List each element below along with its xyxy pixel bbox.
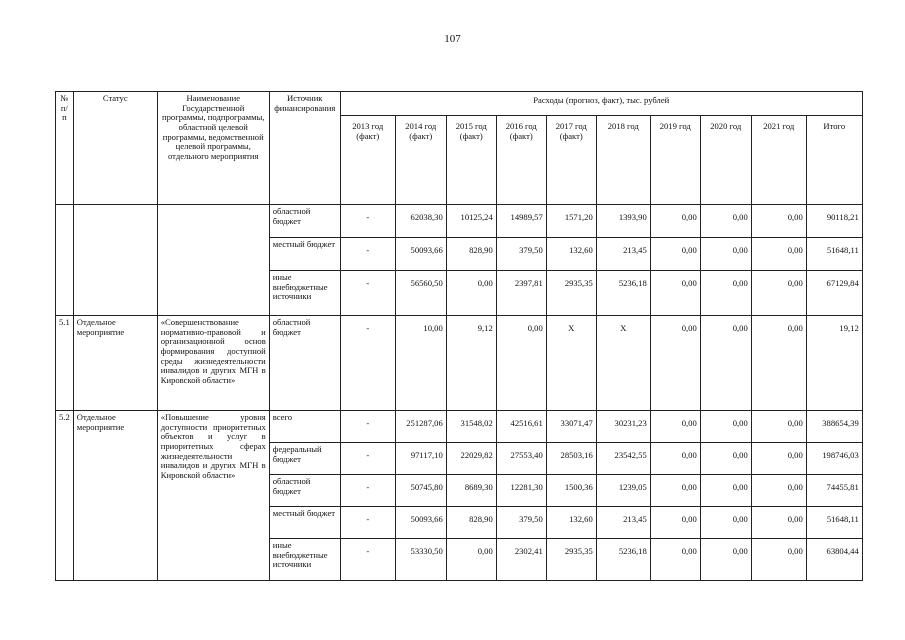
value-cell: 30231,23 bbox=[596, 411, 650, 443]
total-cell: 90118,21 bbox=[806, 205, 862, 238]
value-cell: 0,00 bbox=[751, 475, 806, 507]
value-cell: 2935,35 bbox=[546, 539, 596, 581]
table-row bbox=[56, 205, 863, 238]
total-cell: 198746,03 bbox=[806, 443, 862, 475]
value-cell: 251287,06 bbox=[395, 411, 446, 443]
value-cell: 1239,05 bbox=[596, 475, 650, 507]
value-cell: 0,00 bbox=[650, 475, 700, 507]
value-cell: 0,00 bbox=[751, 507, 806, 539]
value-cell: 97117,10 bbox=[395, 443, 446, 475]
value-cell: 0,00 bbox=[751, 411, 806, 443]
value-cell: 1571,20 bbox=[546, 205, 596, 238]
financing-table bbox=[55, 91, 863, 581]
value-cell: 27553,40 bbox=[496, 443, 546, 475]
source-cell: областной бюджет bbox=[269, 475, 340, 507]
source-cell: всего bbox=[269, 411, 340, 443]
header-year: 2016 год (факт) bbox=[496, 116, 546, 205]
value-cell: - bbox=[340, 411, 395, 443]
value-cell: 0,00 bbox=[751, 238, 806, 271]
value-cell: 1500,36 bbox=[546, 475, 596, 507]
source-cell: областной бюджет bbox=[269, 316, 340, 411]
value-cell: 0,00 bbox=[700, 316, 751, 411]
header-year: 2017 год (факт) bbox=[546, 116, 596, 205]
value-cell: 62038,30 bbox=[395, 205, 446, 238]
value-cell: 10125,24 bbox=[446, 205, 496, 238]
source-cell: областной бюджет bbox=[269, 205, 340, 238]
value-cell: X bbox=[546, 316, 596, 411]
value-cell: 0,00 bbox=[650, 205, 700, 238]
value-cell: 2935,35 bbox=[546, 271, 596, 316]
value-cell: 0,00 bbox=[650, 238, 700, 271]
value-cell: 10,00 bbox=[395, 316, 446, 411]
value-cell: 5236,18 bbox=[596, 271, 650, 316]
value-cell: - bbox=[340, 443, 395, 475]
value-cell: 28503,16 bbox=[546, 443, 596, 475]
header-name: Наименование Государственной программы, подпрограммы, областной целевой программы, ведомственной целевой программы, отдельного мероприятия bbox=[157, 92, 269, 205]
value-cell: 0,00 bbox=[751, 539, 806, 581]
header-source: Источник финансирования bbox=[269, 92, 340, 205]
source-cell: иные внебюджетные источники bbox=[269, 271, 340, 316]
page-number: 107 bbox=[444, 33, 461, 45]
num-cell-empty bbox=[56, 205, 74, 316]
value-cell: X bbox=[596, 316, 650, 411]
item-name: «Повышение уровня доступности приоритетных объектов и услуг в приоритетных сферах жизнедеятельности инвалидов и других МГН в Кировской области» bbox=[157, 411, 269, 581]
value-cell: 828,90 bbox=[446, 507, 496, 539]
name-cell-empty bbox=[157, 205, 269, 316]
value-cell: 213,45 bbox=[596, 507, 650, 539]
source-cell: иные внебюджетные источники bbox=[269, 539, 340, 581]
header-year: 2015 год (факт) bbox=[446, 116, 496, 205]
total-cell: 51648,11 bbox=[806, 507, 862, 539]
value-cell: 132,60 bbox=[546, 238, 596, 271]
value-cell: 379,50 bbox=[496, 238, 546, 271]
total-cell: 67129,84 bbox=[806, 271, 862, 316]
status-cell-empty bbox=[73, 205, 157, 316]
value-cell: 50093,66 bbox=[395, 507, 446, 539]
item-num: 5.1 bbox=[56, 316, 74, 411]
value-cell: 0,00 bbox=[751, 271, 806, 316]
header-year: 2018 год bbox=[596, 116, 650, 205]
value-cell: 0,00 bbox=[650, 411, 700, 443]
item-status: Отдельное мероприятие bbox=[73, 316, 157, 411]
header-year: 2020 год bbox=[700, 116, 751, 205]
value-cell: - bbox=[340, 316, 395, 411]
value-cell: 33071,47 bbox=[546, 411, 596, 443]
value-cell: 379,50 bbox=[496, 507, 546, 539]
value-cell: 0,00 bbox=[650, 316, 700, 411]
value-cell: 42516,61 bbox=[496, 411, 546, 443]
value-cell: 53330,50 bbox=[395, 539, 446, 581]
value-cell: 0,00 bbox=[650, 539, 700, 581]
value-cell: 22029,82 bbox=[446, 443, 496, 475]
value-cell: 12281,30 bbox=[496, 475, 546, 507]
header-expenses: Расходы (прогноз, факт), тыс. рублей bbox=[340, 92, 862, 116]
value-cell: 23542,55 bbox=[596, 443, 650, 475]
header-year: 2014 год (факт) bbox=[395, 116, 446, 205]
source-cell: федеральный бюджет bbox=[269, 443, 340, 475]
total-cell: 51648,11 bbox=[806, 238, 862, 271]
value-cell: 132,60 bbox=[546, 507, 596, 539]
header-num: № п/п bbox=[56, 92, 74, 205]
header-status: Статус bbox=[73, 92, 157, 205]
item-num: 5.2 bbox=[56, 411, 74, 581]
item-status: Отдельное мероприятие bbox=[73, 411, 157, 581]
header-year: 2013 год (факт) bbox=[340, 116, 395, 205]
value-cell: - bbox=[340, 271, 395, 316]
header-year: 2019 год bbox=[650, 116, 700, 205]
total-cell: 388654,39 bbox=[806, 411, 862, 443]
total-cell: 63804,44 bbox=[806, 539, 862, 581]
total-cell: 74455,81 bbox=[806, 475, 862, 507]
value-cell: - bbox=[340, 539, 395, 581]
value-cell: 0,00 bbox=[650, 443, 700, 475]
value-cell: - bbox=[340, 205, 395, 238]
value-cell: 31548,02 bbox=[446, 411, 496, 443]
value-cell: 0,00 bbox=[751, 205, 806, 238]
value-cell: 0,00 bbox=[700, 443, 751, 475]
value-cell: 0,00 bbox=[751, 443, 806, 475]
item-name: «Совершенствование нормативно-правовой и организационной основ формирования доступной среды жизнедеятельности инвалидов и других МГН в Кировской области» bbox=[157, 316, 269, 411]
total-cell: 19,12 bbox=[806, 316, 862, 411]
value-cell: 0,00 bbox=[700, 238, 751, 271]
value-cell: 0,00 bbox=[700, 205, 751, 238]
value-cell: 0,00 bbox=[700, 411, 751, 443]
table-row bbox=[56, 316, 863, 411]
header-total: Итого bbox=[806, 116, 862, 205]
value-cell: 0,00 bbox=[700, 271, 751, 316]
value-cell: 56560,50 bbox=[395, 271, 446, 316]
value-cell: 0,00 bbox=[700, 507, 751, 539]
header-row-1 bbox=[56, 92, 863, 116]
value-cell: 0,00 bbox=[751, 316, 806, 411]
value-cell: 0,00 bbox=[446, 539, 496, 581]
value-cell: 2397,81 bbox=[496, 271, 546, 316]
source-cell: местный бюджет bbox=[269, 238, 340, 271]
value-cell: 0,00 bbox=[650, 271, 700, 316]
value-cell: 213,45 bbox=[596, 238, 650, 271]
value-cell: 9,12 bbox=[446, 316, 496, 411]
value-cell: 50745,80 bbox=[395, 475, 446, 507]
value-cell: 2302,41 bbox=[496, 539, 546, 581]
value-cell: 0,00 bbox=[700, 475, 751, 507]
value-cell: - bbox=[340, 475, 395, 507]
value-cell: 14989,57 bbox=[496, 205, 546, 238]
value-cell: 828,90 bbox=[446, 238, 496, 271]
value-cell: 50093,66 bbox=[395, 238, 446, 271]
source-cell: местный бюджет bbox=[269, 507, 340, 539]
value-cell: 8689,30 bbox=[446, 475, 496, 507]
header-year: 2021 год bbox=[751, 116, 806, 205]
value-cell: 1393,90 bbox=[596, 205, 650, 238]
value-cell: 0,00 bbox=[496, 316, 546, 411]
value-cell: 5236,18 bbox=[596, 539, 650, 581]
value-cell: - bbox=[340, 238, 395, 271]
value-cell: 0,00 bbox=[700, 539, 751, 581]
table-row bbox=[56, 411, 863, 443]
value-cell: - bbox=[340, 507, 395, 539]
value-cell: 0,00 bbox=[446, 271, 496, 316]
value-cell: 0,00 bbox=[650, 507, 700, 539]
